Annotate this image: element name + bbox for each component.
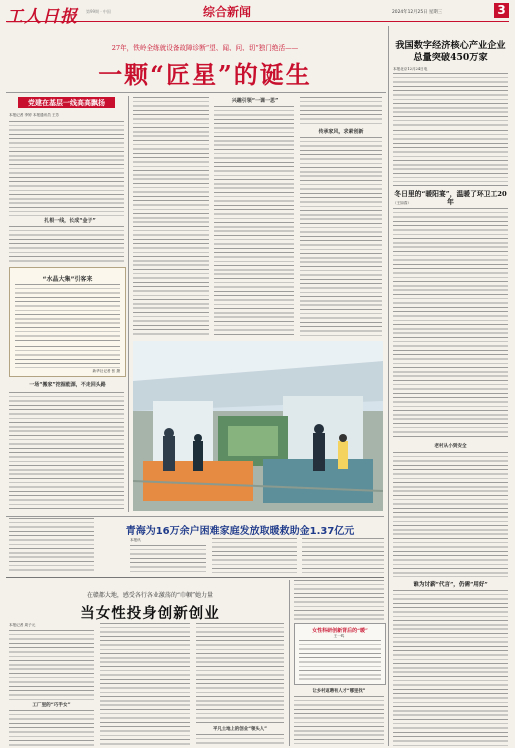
econ-headline: 我国数字经济核心产业企业总量突破450万家 [395, 40, 506, 63]
sidebar-box-text [15, 346, 120, 368]
science-box-title: 女性科研创新背后的“暖” [312, 628, 368, 634]
lead-subhead-5: 传承家风，求索创新 [318, 129, 364, 135]
masthead [0, 0, 515, 27]
contract-subhead: 让乡村返聘有人才“哪里找” [312, 689, 366, 694]
lead-photo [133, 341, 383, 511]
women-subhead-1: 工厂里的“巧手女” [32, 703, 71, 708]
women-kicker: 在赣都大地，感受各行各业激荡的“巾帼”她力量 [86, 592, 214, 599]
section-rule [393, 185, 508, 186]
contract-headline: 谁为讨薪“代言”，仍需“用好” [413, 582, 488, 588]
women-text [9, 630, 94, 700]
sidebar-box-credit: 新华社记者 张 摄 [92, 369, 120, 373]
women-text [196, 734, 284, 746]
page-number: 3 [494, 3, 509, 18]
lead-text-block [9, 121, 124, 216]
winter-subhead: 老村从小到安全 [434, 444, 467, 449]
masthead-logo-sub: 第99期 · 中国 [86, 9, 111, 14]
lead-byline: 本报记者 李婷 本报通讯员 王芳 [9, 113, 60, 117]
column-rule [128, 96, 129, 512]
section-rule [6, 577, 384, 578]
econ-text [393, 130, 508, 182]
section-rule [6, 516, 384, 517]
masthead-rule [6, 21, 509, 22]
winter-text [393, 452, 508, 577]
winter-text [393, 208, 508, 440]
qinghai-headline: 青海为16万余户困难家庭发放取暖救助金1.37亿元 [125, 526, 355, 537]
women-subhead-2: 平凡土地上的创业“领头人” [212, 727, 268, 732]
lead-subhead-3: 一场“搬家”挖掘能源，不走回头路 [29, 382, 106, 388]
lead-subhead-1: 扎根一线，长成“金子” [44, 218, 96, 224]
lead-kicker: 27年，铁岭全练就设备故障诊断“望、闻、问、切”独门绝活—— [111, 44, 299, 52]
qinghai-byline: 本报讯 [130, 538, 141, 542]
winter-headline: 冬日里的“暖阳宴”，温暖了环卫工20年 [394, 190, 507, 206]
science-box-byline: 王一鸣 [333, 634, 345, 638]
column-rule [289, 580, 290, 746]
science-box [294, 623, 386, 685]
qinghai-text [9, 518, 94, 573]
qinghai-text [130, 545, 206, 573]
column-rule [388, 26, 389, 746]
sidebar-box-title: “水晶大集”引客来 [42, 276, 93, 283]
women-text [196, 623, 284, 723]
women-headline: 当女性投身创新创业 [80, 605, 220, 622]
lead-subhead-4: 兴趣引领“一课一思” [231, 98, 279, 104]
lead-text-block [133, 97, 209, 337]
contract-text [294, 696, 384, 746]
science-box-text [299, 640, 381, 680]
lead-text-block [300, 137, 382, 337]
factory-photo-image [133, 341, 383, 511]
issue-date: 2024年12月25日 星期三 [392, 10, 443, 15]
party-banner [18, 97, 115, 108]
contract-text [393, 590, 508, 746]
section-title: 综合新闻 [203, 5, 252, 19]
econ-byline: 本报北京12月24日电 [393, 67, 428, 71]
sidebar-box [9, 267, 126, 377]
lead-headline: 一颗“匠星”的诞生 [98, 60, 312, 89]
masthead-logo: 工人日报 [6, 7, 78, 27]
sidebar-box-text [15, 284, 120, 342]
contract-text [294, 580, 384, 620]
lead-text-block [214, 106, 294, 337]
econ-text [393, 73, 508, 127]
women-text [100, 623, 190, 746]
women-text [9, 710, 94, 746]
lead-text-block [300, 97, 382, 125]
qinghai-text [212, 538, 297, 573]
women-byline: 本报记者 周子元 [9, 623, 36, 627]
winter-byline: （王如春） [393, 201, 411, 205]
qinghai-text [302, 538, 384, 573]
lead-text-block [9, 226, 124, 264]
lead-text-block [9, 392, 124, 512]
party-banner-text: 党建在基层一线高高飘扬 [28, 98, 105, 107]
lead-rule [6, 92, 386, 93]
